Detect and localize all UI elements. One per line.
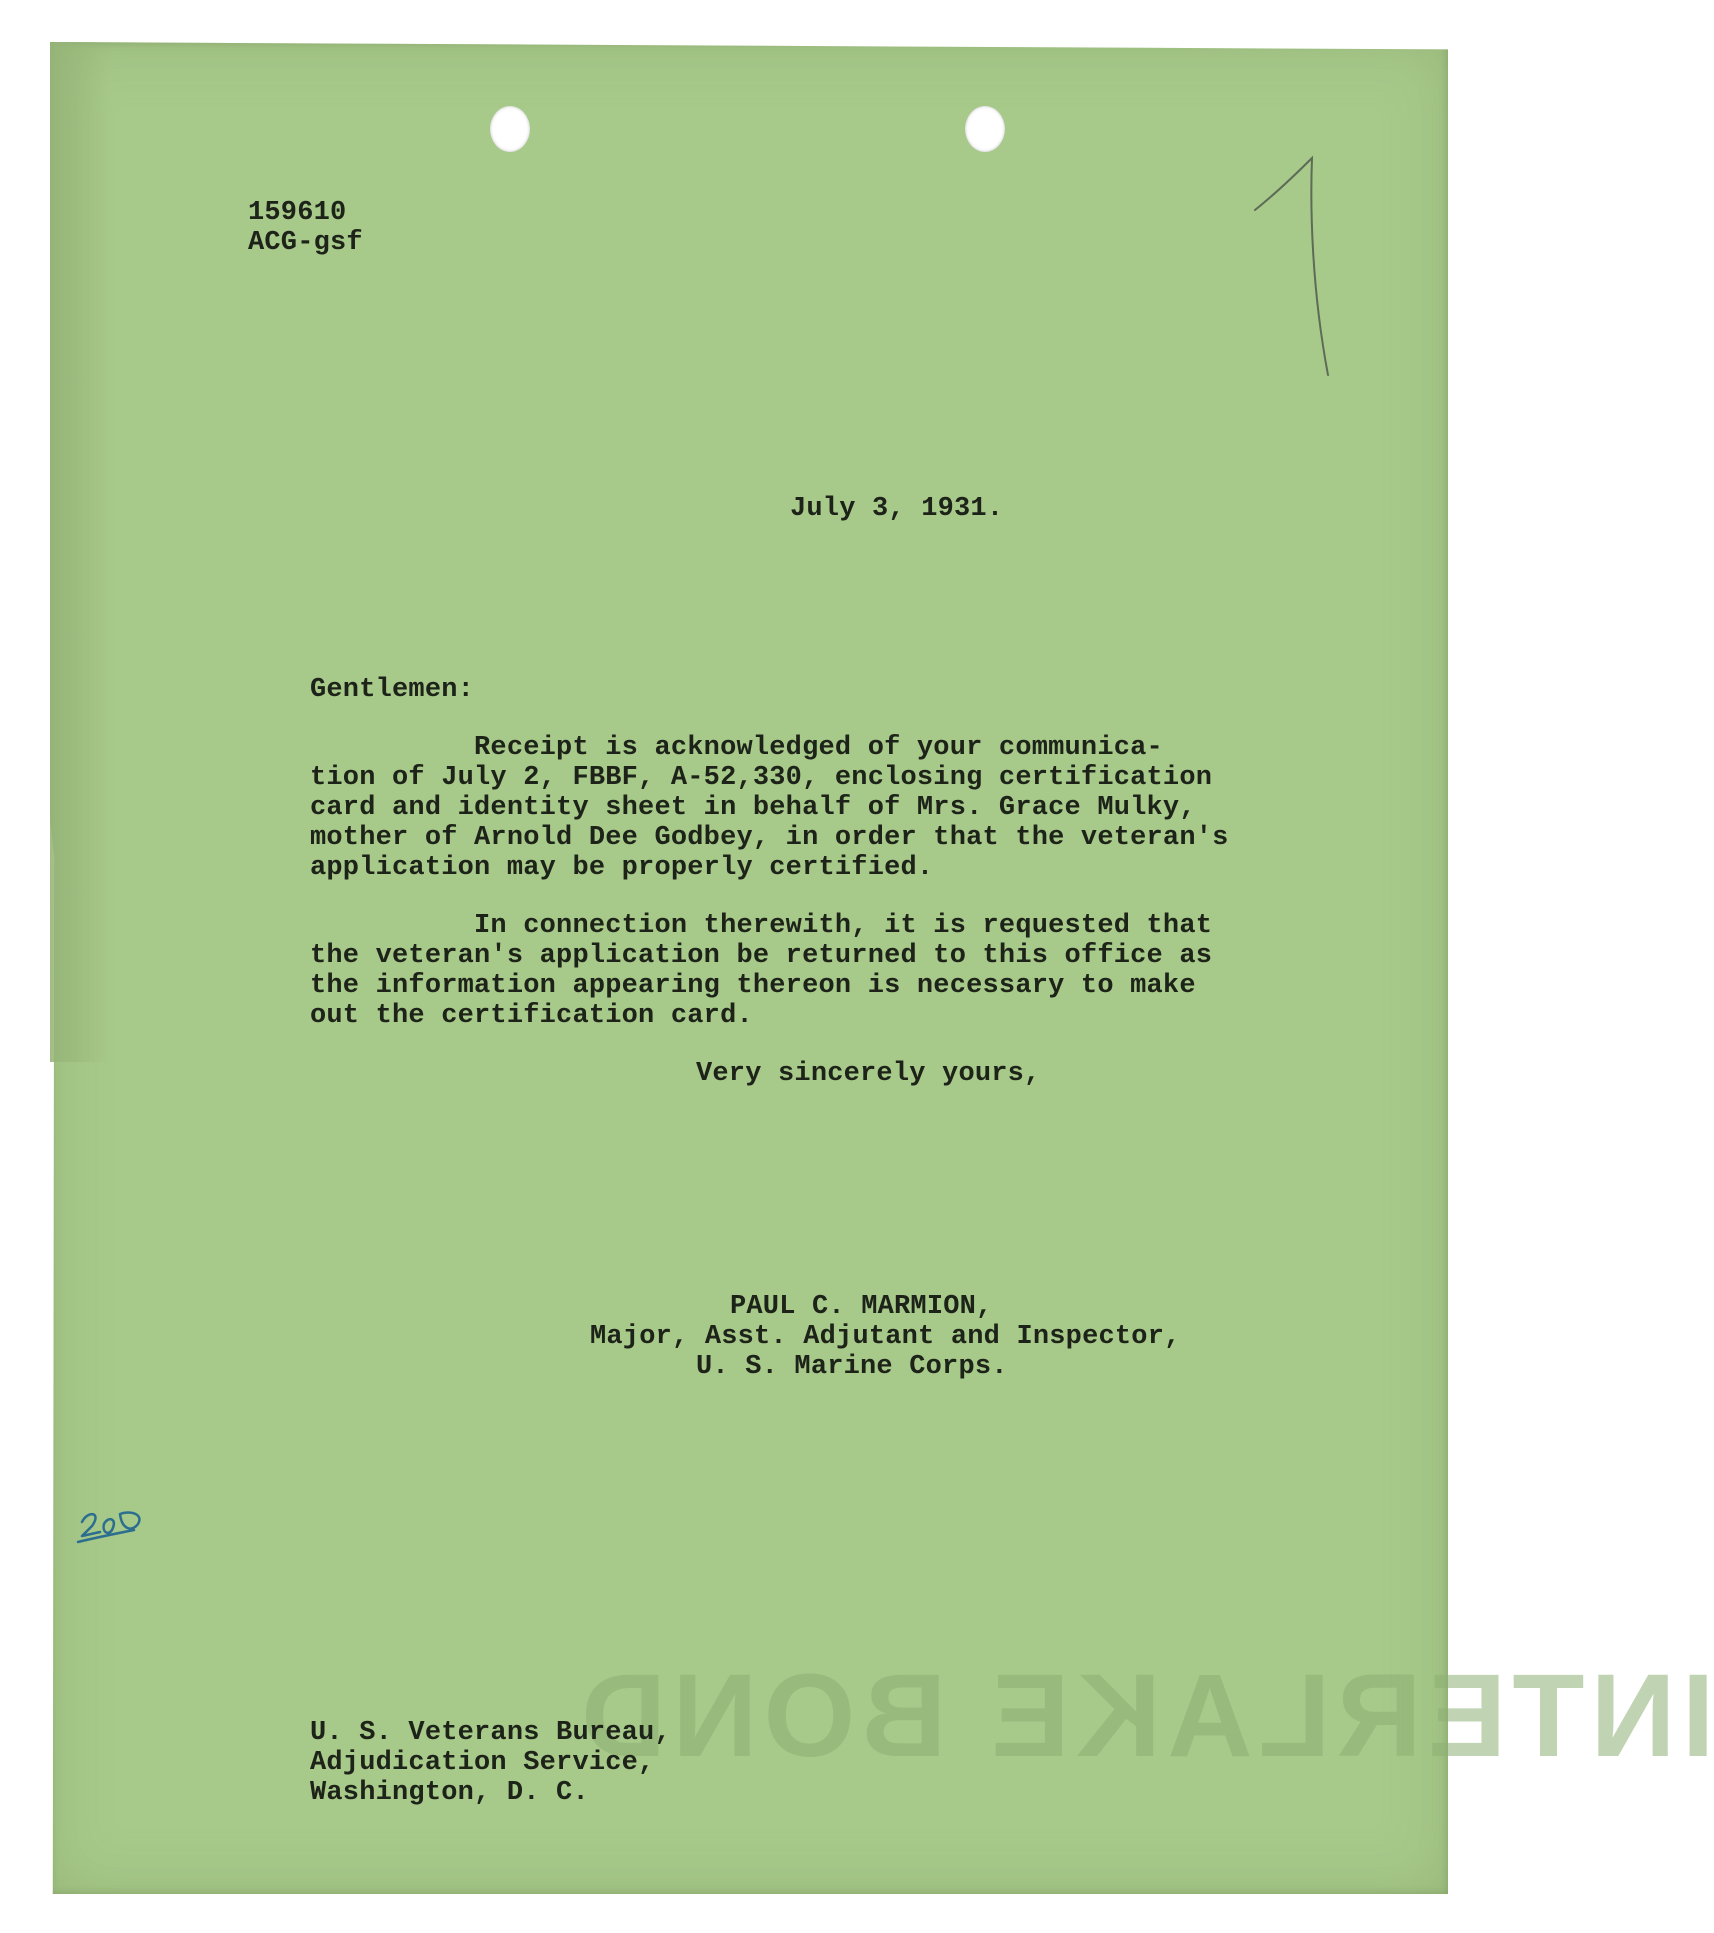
paragraph-line: In connection therewith, it is requested that: [310, 911, 1213, 941]
paragraph-line: card and identity sheet in behalf of Mrs. Grace Mulky,: [310, 793, 1196, 823]
paragraph-line: Receipt is acknowledged of your communica-: [310, 733, 1163, 763]
paragraph-line: the information appearing thereon is necessary to make: [310, 971, 1196, 1001]
reference-initials: ACG-gsf: [248, 228, 363, 258]
paragraph-line: application may be properly certified.: [310, 853, 934, 883]
paragraph-line: the veteran's application be returned to this office as: [310, 941, 1213, 971]
paragraph-line: out the certification card.: [310, 1001, 753, 1031]
address-line: Adjudication Service,: [310, 1748, 655, 1778]
reference-number: 159610: [248, 198, 347, 228]
paragraph-line: tion of July 2, FBBF, A-52,330, enclosing certification: [310, 763, 1213, 793]
signer-name: PAUL C. MARMION,: [730, 1292, 993, 1322]
salutation: Gentlemen:: [310, 675, 475, 705]
punch-hole-left: [490, 106, 530, 152]
address-line: U. S. Veterans Bureau,: [310, 1718, 671, 1748]
paragraph-line: mother of Arnold Dee Godbey, in order that the veteran's: [310, 823, 1229, 853]
letter-date: July 3, 1931.: [790, 494, 1004, 524]
address-line: Washington, D. C.: [310, 1778, 589, 1808]
pencil-check-mark: [1250, 150, 1330, 380]
handwritten-ink-number: [74, 1500, 152, 1546]
signer-organization: U. S. Marine Corps.: [696, 1352, 1008, 1382]
closing: Very sincerely yours,: [696, 1059, 1041, 1089]
paper-watermark: INTERLAKE BOND: [575, 1650, 1714, 1782]
punch-hole-right: [965, 106, 1005, 152]
signer-title: Major, Asst. Adjutant and Inspector,: [590, 1322, 1181, 1352]
paper-fold-edge: [50, 42, 110, 1062]
